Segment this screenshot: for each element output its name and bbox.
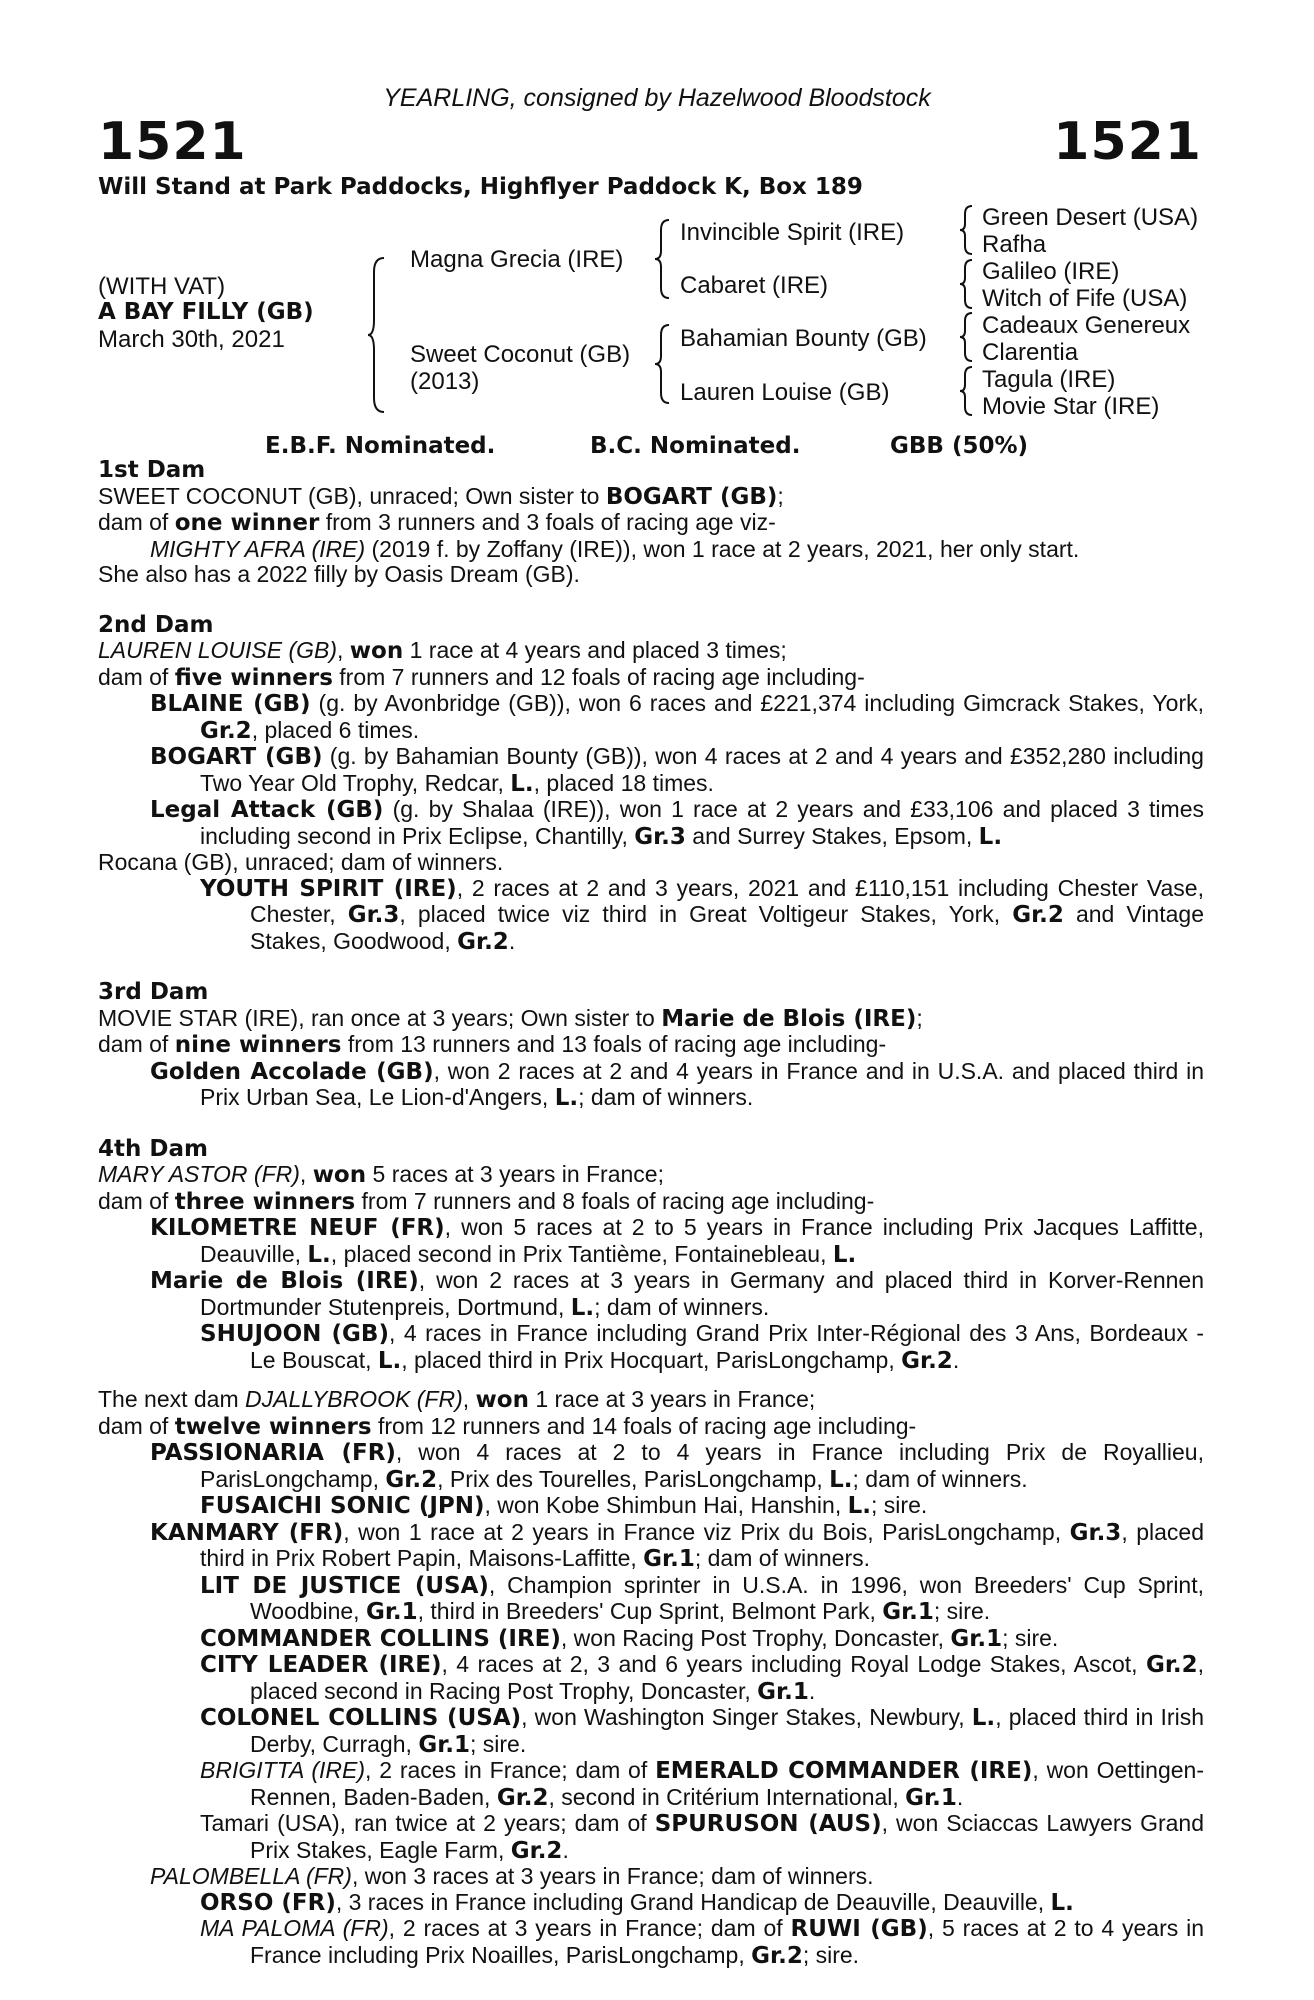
produce-city-leader: CITY LEADER (IRE), 4 races at 2, 3 and 6 years including Royal Lodge Stakes, Ascot, Gr.2, placed second in Racing Post Trophy, Doncaster, Gr.1.	[200, 1651, 1205, 1705]
next-dam-line: The next dam DJALLYBROOK (FR), won 1 race at 3 years in France;	[98, 1386, 816, 1413]
dam1-2022-filly: She also has a 2022 filly by Oasis Dream (GB).	[98, 561, 580, 587]
produce-bogart: BOGART (GB) (g. by Bahamian Bounty (GB)), won 4 races at 2 and 4 years and £352,280 including Two Year Old Trophy, Redcar, L., placed 18 times.	[150, 743, 1204, 797]
granddam-6: Clarentia	[982, 339, 1079, 366]
bc-nomination: B.C. Nominated.	[590, 433, 801, 459]
pedigree-brace-g4	[958, 365, 976, 417]
section-heading-1st-dam: 1st Dam	[98, 457, 206, 483]
produce-kanmary: KANMARY (FR), won 1 race at 2 years in France viz Prix du Bois, ParisLongchamp, Gr.3, placed third in Prix Robert Papin, Maisons-Laffitte, Gr.1; dam of winners.	[150, 1518, 1204, 1572]
produce-mighty-afra: MIGHTY AFRA (IRE) (2019 f. by Zoffany (IRE)), won 1 race at 2 years, 2021, her only start.	[150, 535, 1080, 562]
produce-golden-accolade: Golden Accolade (GB), won 2 races at 2 and 4 years in France and in U.S.A. and placed third in Prix Urban Sea, Le Lion-d'Angers, L.; dam of winners.	[150, 1057, 1204, 1111]
dam-year: (2013)	[410, 368, 480, 395]
produce-marie-de-blois: Marie de Blois (IRE), won 2 races at 3 years in Germany and placed third in Korver-Rennen Dortmunder Stutenpreis, Dortmund, L.; dam of winners.	[150, 1267, 1204, 1321]
standing-location: Will Stand at Park Paddocks, Highflyer Paddock K, Box 189	[98, 174, 863, 200]
horse-name: A BAY FILLY (GB)	[98, 299, 314, 325]
grandsire-5: Cadeaux Genereux	[982, 312, 1191, 339]
dam2-line: LAUREN LOUISE (GB), won 1 race at 4 years and placed 3 times;	[98, 637, 787, 664]
lot-number-left: 1521	[98, 112, 247, 172]
pedigree-brace-dam	[653, 323, 673, 405]
produce-kilometre-neuf: KILOMETRE NEUF (FR), won 5 races at 2 to 5 years in France including Prix Jacques Laffitte, Deauville, L., placed second in Prix Tantième, Fontainebleau, L.	[150, 1214, 1204, 1268]
dam2-produce: dam of five winners from 7 runners and 12 foals of racing age including-	[98, 663, 865, 691]
ebf-nomination: E.B.F. Nominated.	[265, 433, 496, 459]
dam3-line: MOVIE STAR (IRE), ran once at 3 years; Own sister to Marie de Blois (IRE);	[98, 1004, 923, 1032]
granddam-2: Rafha	[982, 231, 1047, 258]
section-heading-4th-dam: 4th Dam	[98, 1135, 208, 1162]
dam-sire: Bahamian Bounty (GB)	[680, 325, 927, 352]
produce-colonel-collins: COLONEL COLLINS (USA), won Washington Singer Stakes, Newbury, L., placed third in Irish Derby, Curragh, Gr.1; sire.	[200, 1704, 1204, 1758]
pedigree-brace-g1	[958, 204, 976, 256]
produce-shujoon: SHUJOON (GB), 4 races in France including Grand Prix Inter-Régional des 3 Ans, Bordeaux - Le Bouscat, L., placed third in Prix Hocquart, ParisLongchamp, Gr.2.	[200, 1320, 1205, 1374]
gbb-note: GBB (50%)	[890, 433, 1029, 459]
section-heading-3rd-dam: 3rd Dam	[98, 979, 209, 1005]
produce-fusaichi-sonic: FUSAICHI SONIC (JPN), won Kobe Shimbun Hai, Hanshin, L.; sire.	[200, 1492, 928, 1519]
produce-brigitta: BRIGITTA (IRE), 2 races in France; dam of EMERALD COMMANDER (IRE), won Oettingen-Rennen, Baden-Baden, Gr.2, second in Critérium International, Gr.1.	[200, 1757, 1204, 1811]
sire-dam: Cabaret (IRE)	[680, 272, 829, 299]
grandsire-1: Green Desert (USA)	[982, 204, 1199, 231]
sire-name: Magna Grecia (IRE)	[410, 246, 624, 273]
next-dam-produce: dam of twelve winners from 12 runners and 14 foals of racing age including-	[98, 1412, 917, 1440]
produce-rocana: Rocana (GB), unraced; dam of winners.	[98, 849, 504, 875]
dam-name: Sweet Coconut (GB)	[410, 341, 631, 368]
dam3-produce: dam of nine winners from 13 runners and 13 foals of racing age including-	[98, 1031, 887, 1058]
produce-orso: ORSO (FR), 3 races in France including Grand Handicap de Deauville, Deauville, L.	[200, 1888, 1074, 1916]
produce-commander-collins: COMMANDER COLLINS (IRE), won Racing Post Trophy, Doncaster, Gr.1; sire.	[200, 1624, 1059, 1652]
sire-sire: Invincible Spirit (IRE)	[680, 219, 905, 246]
granddam-8: Movie Star (IRE)	[982, 393, 1160, 420]
produce-tamari: Tamari (USA), ran twice at 2 years; dam of SPURUSON (AUS), won Sciaccas Lawyers Grand Prix Stakes, Eagle Farm, Gr.2.	[200, 1810, 1205, 1864]
pedigree-brace-g3	[958, 311, 976, 363]
consignor-line: YEARLING, consigned by Hazelwood Bloodstock	[383, 84, 931, 112]
pedigree-brace-main	[366, 256, 388, 414]
dam1-line: SWEET COCONUT (GB), unraced; Own sister to BOGART (GB);	[98, 482, 784, 510]
produce-lit-de-justice: LIT DE JUSTICE (USA), Champion sprinter in U.S.A. in 1996, won Breeders' Cup Sprint, Woodbine, Gr.1, third in Breeders' Cup Sprint, Belmont Park, Gr.1; sire.	[200, 1571, 1205, 1625]
produce-legal-attack: Legal Attack (GB) (g. by Shalaa (IRE)), won 1 race at 2 years and £33,106 and placed 3 times including second in Prix Eclipse, Chantilly, Gr.3 and Surrey Stakes, Epsom, L.	[150, 796, 1204, 850]
pedigree-brace-g2	[958, 258, 976, 310]
section-heading-2nd-dam: 2nd Dam	[98, 611, 214, 638]
foaling-date: March 30th, 2021	[98, 326, 285, 353]
granddam-4: Witch of Fife (USA)	[982, 285, 1188, 312]
produce-passionaria: PASSIONARIA (FR), won 4 races at 2 to 4 years in France including Prix de Royallieu, ParisLongchamp, Gr.2, Prix des Tourelles, ParisLongchamp, L.; dam of winners.	[150, 1439, 1204, 1493]
dam4-produce: dam of three winners from 7 runners and 8 foals of racing age including-	[98, 1187, 875, 1215]
grandsire-3: Galileo (IRE)	[982, 258, 1120, 285]
dam1-produce: dam of one winner from 3 runners and 3 foals of racing age viz-	[98, 509, 776, 536]
produce-youth-spirit: YOUTH SPIRIT (IRE), 2 races at 2 and 3 years, 2021 and £110,151 including Chester Vase, Chester, Gr.3, placed twice viz third in Great Voltigeur Stakes, York, Gr.2 and Vintage Stakes, Goodwood, Gr.2.	[200, 874, 1204, 955]
dam-dam: Lauren Louise (GB)	[680, 379, 890, 406]
pedigree-brace-sire	[653, 218, 673, 300]
catalogue-body	[98, 458, 1204, 1969]
dam4-line: MARY ASTOR (FR), won 5 races at 3 years in France;	[98, 1161, 664, 1188]
lot-number-right: 1521	[1053, 112, 1202, 172]
grandsire-7: Tagula (IRE)	[982, 366, 1116, 393]
produce-palombella: PALOMBELLA (FR), won 3 races at 3 years in France; dam of winners.	[150, 1863, 874, 1889]
produce-blaine: BLAINE (GB) (g. by Avonbridge (GB)), won 6 races and £221,374 including Gimcrack Stakes, York, Gr.2, placed 6 times.	[150, 690, 1205, 744]
vat-note: (WITH VAT)	[98, 273, 226, 300]
produce-ma-paloma: MA PALOMA (FR), 2 races at 3 years in France; dam of RUWI (GB), 5 races at 2 to 4 years in France including Prix Noailles, ParisLongchamp, Gr.2; sire.	[200, 1915, 1205, 1969]
